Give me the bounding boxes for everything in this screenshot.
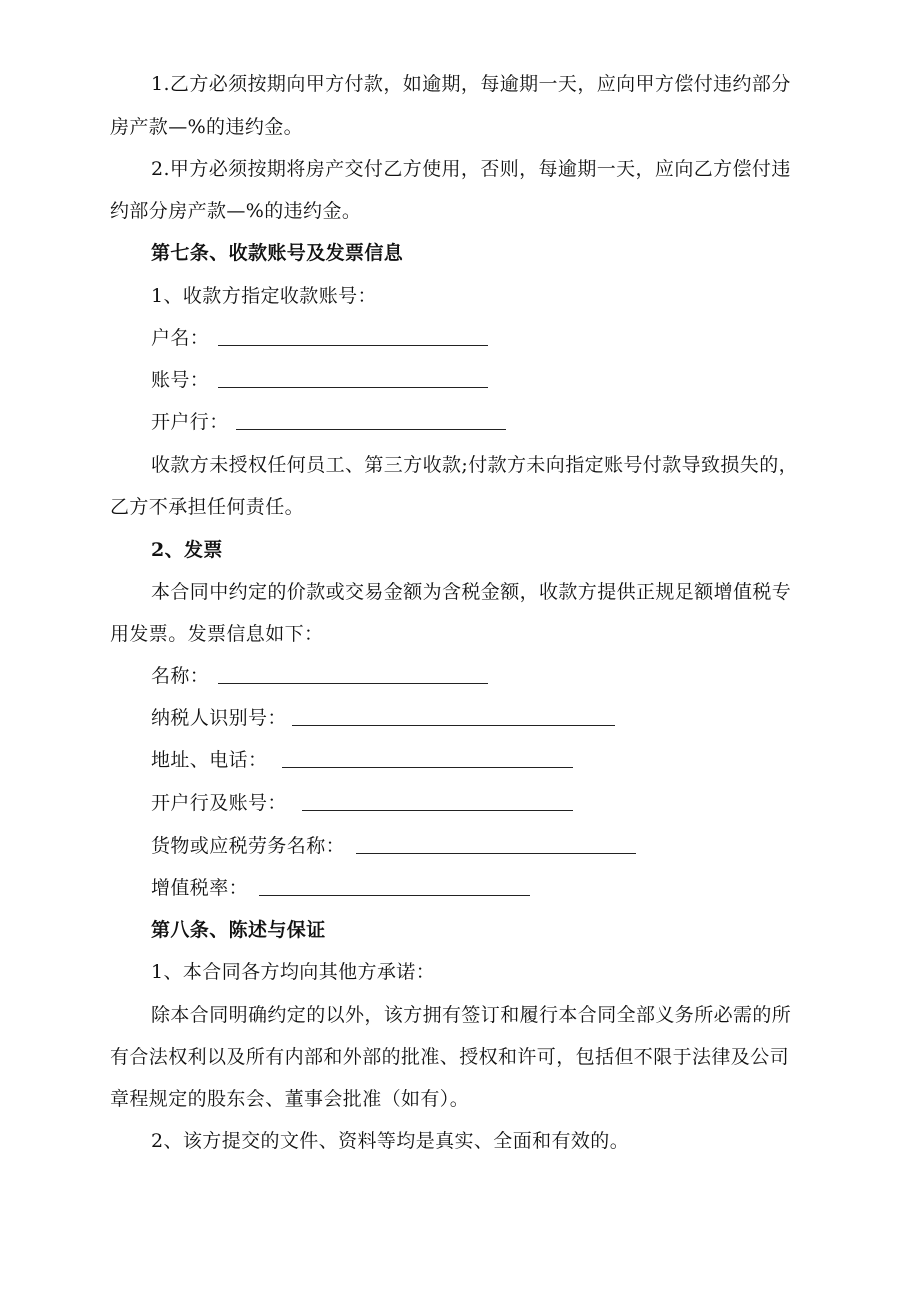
clause7-sub2-invoice: 2、发票: [151, 539, 223, 561]
clause7-heading: 第七条、收款账号及发票信息: [151, 242, 404, 264]
clause8-para-line3: 章程规定的股东会、董事会批准（如有）。: [110, 1088, 470, 1110]
invoice-intro-line1: 本合同中约定的价款或交易金额为含税金额，收款方提供正规足额增值税专: [151, 581, 792, 603]
clause8-heading: 第八条、陈述与保证: [151, 919, 326, 941]
invoice-name-label: 名称：: [151, 665, 210, 687]
taxpayer-id-blank[interactable]: [292, 725, 615, 726]
address-phone-label: 地址、电话：: [151, 749, 268, 771]
account-name-label: 户名：: [151, 327, 210, 349]
clause6-item1-line2: 房产款—%的违约金。: [110, 116, 304, 138]
bank-label: 开户行：: [151, 411, 229, 433]
bank-account-blank[interactable]: [302, 810, 573, 811]
clause8-sub1: 1、本合同各方均向其他方承诺：: [151, 961, 436, 983]
clause8-para-line1: 除本合同明确约定的以外，该方拥有签订和履行本合同全部义务所必需的所: [151, 1004, 792, 1026]
clause6-item1-line1: 1.乙方必须按期向甲方付款，如逾期，每逾期一天，应向甲方偿付违约部分: [151, 73, 791, 95]
goods-services-blank[interactable]: [356, 853, 636, 854]
tax-rate-blank[interactable]: [259, 895, 530, 896]
account-name-blank[interactable]: [218, 345, 488, 346]
clause7-note-line2: 乙方不承担任何责任。: [110, 496, 305, 518]
address-phone-blank[interactable]: [282, 767, 573, 768]
bank-blank[interactable]: [236, 429, 506, 430]
goods-services-label: 货物或应税劳务名称：: [151, 835, 346, 857]
bank-account-label: 开户行及账号：: [151, 792, 287, 814]
account-number-blank[interactable]: [218, 387, 488, 388]
clause6-item2-line2: 约部分房产款—%的违约金。: [110, 200, 362, 222]
clause7-note-line1: 收款方未授权任何员工、第三方收款;付款方未向指定账号付款导致损失的，: [151, 454, 799, 476]
clause7-sub1: 1、收款方指定收款账号：: [151, 285, 377, 307]
clause8-sub2: 2、该方提交的文件、资料等均是真实、全面和有效的。: [151, 1130, 630, 1152]
account-number-label: 账号：: [151, 369, 210, 391]
clause6-item2-line1: 2.甲方必须按期将房产交付乙方使用，否则，每逾期一天，应向乙方偿付违: [151, 158, 791, 180]
taxpayer-id-label: 纳税人识别号：: [151, 707, 287, 729]
invoice-intro-line2: 用发票。发票信息如下：: [110, 623, 324, 645]
clause8-para-line2: 有合法权利以及所有内部和外部的批准、授权和许可，包括但不限于法律及公司: [110, 1046, 790, 1068]
tax-rate-label: 增值税率：: [151, 877, 249, 899]
invoice-name-blank[interactable]: [218, 683, 488, 684]
